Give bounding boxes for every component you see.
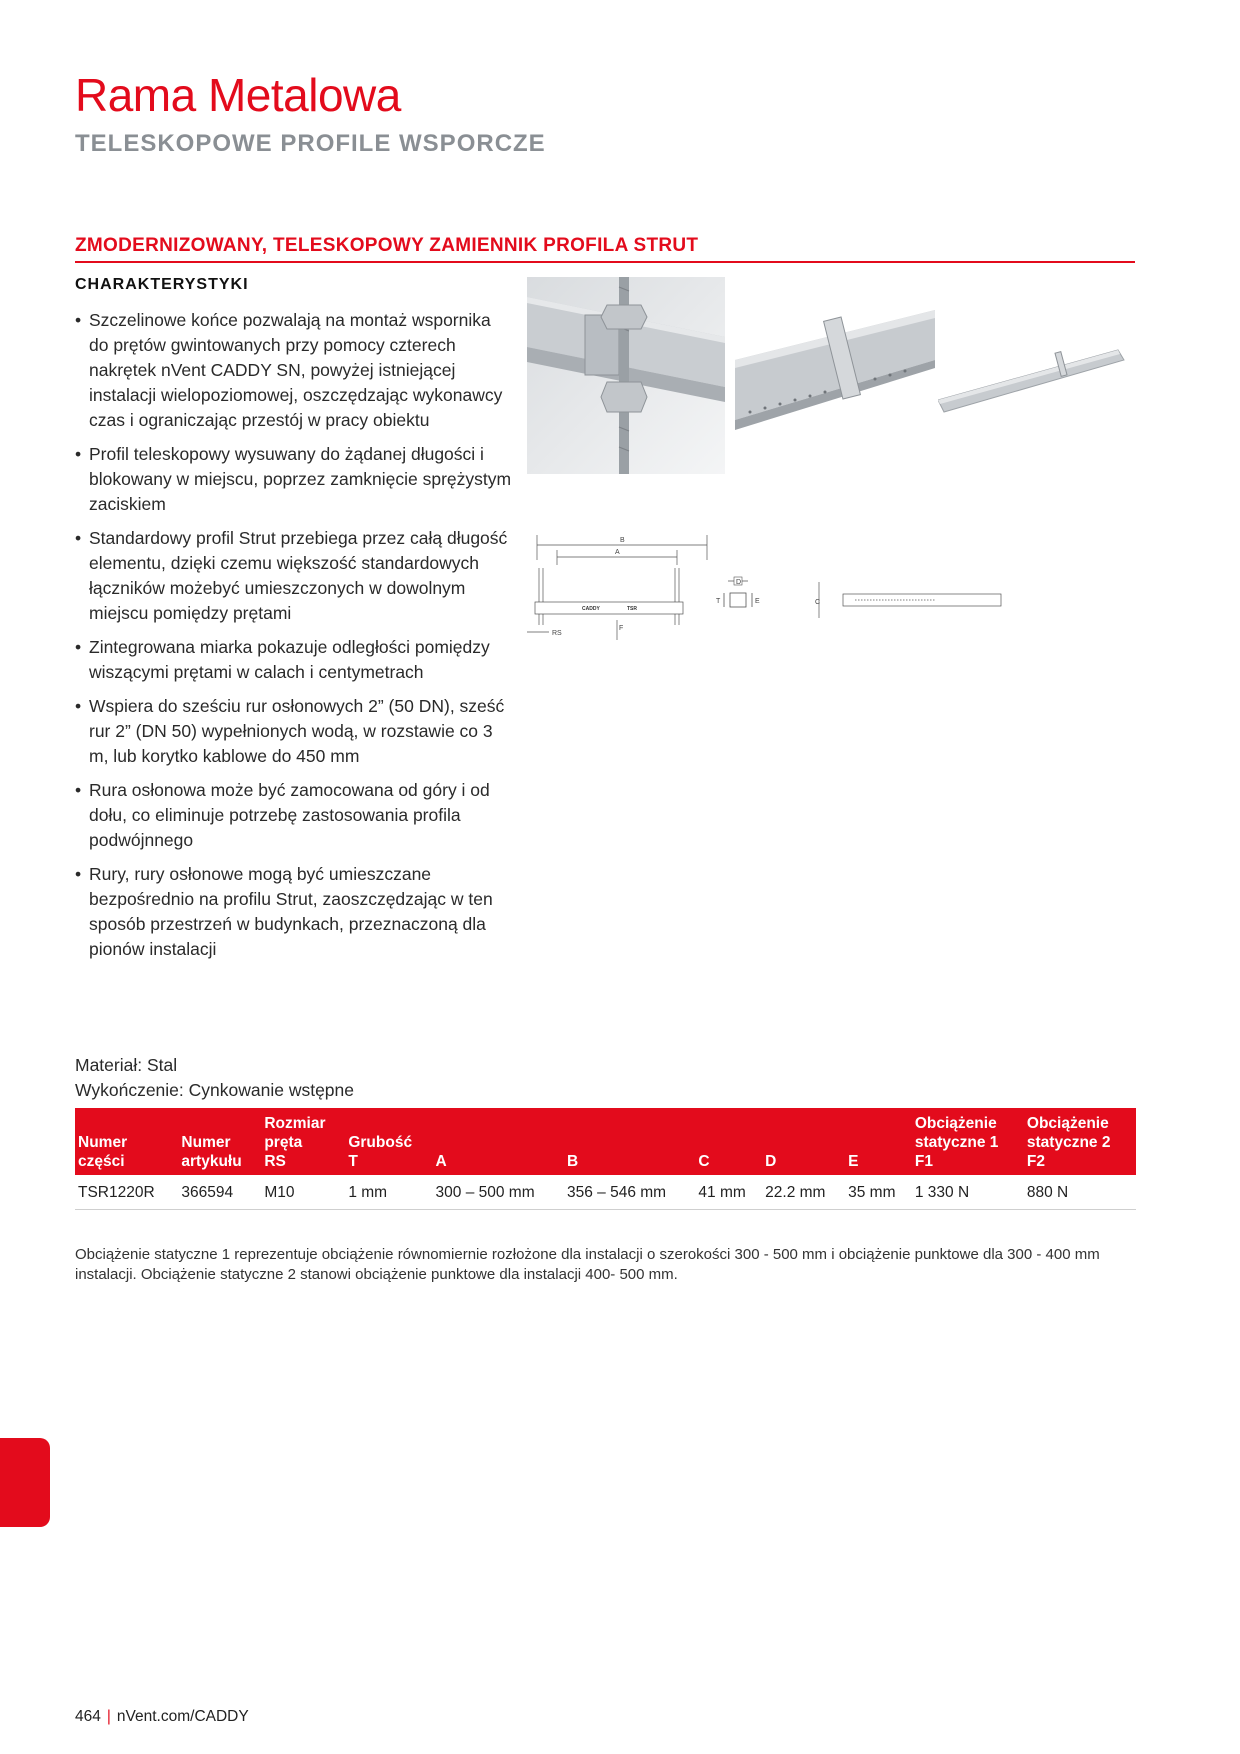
feature-item: • Profil teleskopowy wysuwany do żądanej długości i blokowany w miejscu, poprzez zamknięcie sprężystym zaciskiem <box>75 442 515 517</box>
feature-item: • Zintegrowana miarka pokazuje odległości pomiędzy wiszącymi prętami w calach i centymetrach <box>75 635 515 685</box>
page-subtitle: TELESKOPOWE PROFILE WSPORCZE <box>75 130 546 157</box>
feature-item: • Standardowy profil Strut przebiega przez całą długość elementu, dzięki czemu większość standardowych łączników możebyć umieszczonych w dowolnym miejscu pomiędzy prętami <box>75 526 515 626</box>
header-thickness: Grubość T <box>345 1108 432 1175</box>
technical-drawing-front <box>527 530 717 660</box>
header-part-number: Numer części <box>75 1108 178 1175</box>
header-b: B <box>564 1108 695 1175</box>
product-photo-full <box>938 330 1128 425</box>
footer-separator: | <box>106 1708 111 1725</box>
finish-text: Wykończenie: Cynkowanie wstępne <box>75 1080 355 1100</box>
dim-label-a: A <box>615 549 620 556</box>
header-article-number: Numer artykułu <box>178 1108 261 1175</box>
header-load-1: Obciążenie statyczne 1 F1 <box>912 1108 1024 1175</box>
dim-label-rs: RS <box>552 630 562 637</box>
cell-load-2: 880 N <box>1024 1175 1136 1210</box>
page-title: Rama Metalowa <box>75 69 401 121</box>
material-text: Materiał: Stal <box>75 1055 178 1075</box>
feature-item: • Szczelinowe końce pozwalają na montaż wspornika do prętów gwintowanych przy pomocy czterech nakrętek nVent CADDY SN, powyżej istniejącej instalacji wielopoziomowej, oszczędzając wykonawcy czas i ograniczając przestój w pracy obiektu <box>75 308 515 433</box>
cell-load-1: 1 330 N <box>912 1175 1024 1210</box>
drawing-brand-text: CADDY <box>582 606 600 612</box>
feature-item: • Rura osłonowa może być zamocowana od góry i od dołu, co eliminuje potrzebę zastosowania profila podwójnnego <box>75 778 515 853</box>
cell-a: 300 – 500 mm <box>433 1175 564 1210</box>
header-c: C <box>695 1108 762 1175</box>
section-heading-text: ZMODERNIZOWANY, TELESKOPOWY ZAMIENNIK PROFILA STRUT <box>75 235 699 256</box>
feature-item: • Wspiera do sześciu rur osłonowych 2” (50 DN), sześć rur 2” (DN 50) wypełnionych wodą, w rozstawie co 3 m, lub korytko kablowe do 450 mm <box>75 694 515 769</box>
cell-thickness: 1 mm <box>345 1175 432 1210</box>
header-rod-size: Rozmiar pręta RS <box>261 1108 345 1175</box>
dim-label-f: F <box>619 625 624 632</box>
dim-label-t: T <box>716 598 721 605</box>
table-row <box>75 1175 1136 1210</box>
header-e: E <box>845 1108 912 1175</box>
product-photo-closeup <box>527 277 725 474</box>
footer <box>75 1708 249 1726</box>
header-a: A <box>433 1108 564 1175</box>
features-list <box>75 308 515 971</box>
material-info <box>75 1053 354 1103</box>
footer-link[interactable]: nVent.com/CADDY <box>116 1708 249 1725</box>
features-heading: CHARAKTERYSTYKI <box>75 276 249 293</box>
feature-item: • Rury, rury osłonowe mogą być umieszczane bezpośrednio na profilu Strut, zaoszczędzając w ten sposób przestrzeń w budynkach, przeznaczoną dla pionów instalacji <box>75 862 515 962</box>
cell-b: 356 – 546 mm <box>564 1175 695 1210</box>
product-photo-joint <box>735 300 935 450</box>
load-note: Obciążenie statyczne 1 reprezentuje obciążenie równomiernie rozłożone dla instalacji o szerokości 300 - 500 mm i obciążenie punktowe dla 300 - 400 mm instalacji. Obciążenie statyczne 2 stanowi obciążenie punktowe dla instalacji 400- 500 mm. <box>75 1246 1100 1283</box>
cell-d: 22.2 mm <box>762 1175 845 1210</box>
cell-e: 35 mm <box>845 1175 912 1210</box>
section-heading <box>75 235 1135 263</box>
drawing-model-text: TSR <box>627 606 637 612</box>
dim-label-e: E <box>755 598 760 605</box>
technical-drawing-side <box>815 580 1005 620</box>
page-number: 464 <box>75 1708 101 1725</box>
header-load-2: Obciążenie statyczne 2 F2 <box>1024 1108 1136 1175</box>
dim-label-c: C <box>815 599 821 606</box>
header-d: D <box>762 1108 845 1175</box>
table-header-row <box>75 1108 1136 1175</box>
chapter-tab <box>0 1438 50 1527</box>
dim-label-b: B <box>620 537 625 544</box>
cell-c: 41 mm <box>695 1175 762 1210</box>
dim-label-d: D <box>736 579 742 586</box>
cell-part-number: TSR1220R <box>75 1175 178 1210</box>
cell-article-number: 366594 <box>178 1175 261 1210</box>
cell-rod-size: M10 <box>261 1175 345 1210</box>
spec-table <box>75 1108 1136 1210</box>
technical-drawing-section <box>710 575 780 625</box>
